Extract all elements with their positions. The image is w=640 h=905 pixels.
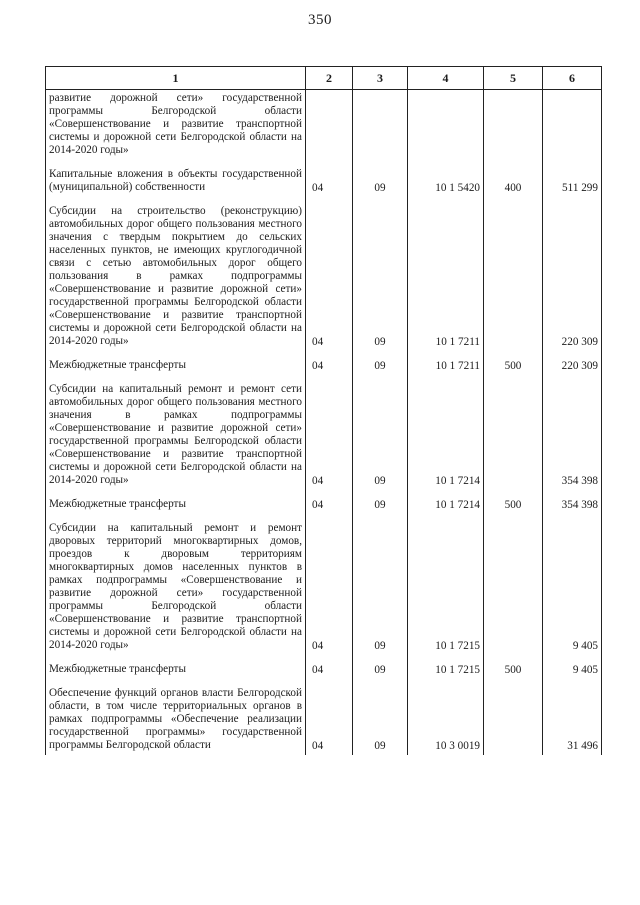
target-article-code: 10 1 7214	[408, 490, 484, 514]
row-description: Межбюджетные трансферты	[46, 490, 306, 514]
table-row	[46, 679, 602, 755]
row-description: Субсидии на строительство (реконструкцию) автомобильных дорог общего пользования местного значения с твердым покрытием до сельских населенных пунктов, не имеющих круглогодичной связи с сетью автомобильных дорог общего пользования в рамках подпрограммы «Совершенствование и развитие дорожной сети» государственной программы Белгородской области «Совершенствование и развитие транспортной системы и дорожной сети Белгородской области на 2014-2020 годы»	[46, 197, 306, 351]
subsection-code: 09	[353, 679, 408, 755]
target-article-code: 10 1 7214	[408, 375, 484, 490]
amount-value: 354 398	[543, 490, 602, 514]
expense-type-code	[484, 197, 543, 351]
row-description: Межбюджетные трансферты	[46, 655, 306, 679]
expense-type-code: 500	[484, 655, 543, 679]
target-article-code	[408, 90, 484, 161]
expense-type-code	[484, 375, 543, 490]
amount-value: 511 299	[543, 160, 602, 197]
target-article-code: 10 1 7215	[408, 655, 484, 679]
section-code	[306, 90, 353, 161]
page-number: 350	[308, 12, 332, 28]
target-article-code: 10 1 5420	[408, 160, 484, 197]
table-row	[46, 351, 602, 375]
target-article-code: 10 3 0019	[408, 679, 484, 755]
expense-type-code: 400	[484, 160, 543, 197]
table-row	[46, 160, 602, 197]
amount-value: 9 405	[543, 514, 602, 655]
expense-type-code	[484, 90, 543, 161]
section-code: 04	[306, 490, 353, 514]
table-header-row	[46, 67, 602, 90]
amount-value: 354 398	[543, 375, 602, 490]
row-description: Капитальные вложения в объекты государственной (муниципальной) собственности	[46, 160, 306, 197]
column-header: 6	[543, 67, 602, 90]
target-article-code: 10 1 7211	[408, 351, 484, 375]
section-code: 04	[306, 655, 353, 679]
amount-value: 220 309	[543, 351, 602, 375]
column-header: 5	[484, 67, 543, 90]
subsection-code: 09	[353, 160, 408, 197]
table-row	[46, 375, 602, 490]
subsection-code: 09	[353, 514, 408, 655]
table-row	[46, 197, 602, 351]
column-header: 1	[46, 67, 306, 90]
table-row	[46, 514, 602, 655]
row-description: Субсидии на капитальный ремонт и ремонт сети автомобильных дорог общего пользования местного значения в рамках подпрограммы «Совершенствование и развитие дорожной сети» государственной программы Белгородской области «Совершенствование и развитие транспортной системы и дорожной сети Белгородской области на 2014-2020 годы»	[46, 375, 306, 490]
target-article-code: 10 1 7215	[408, 514, 484, 655]
subsection-code: 09	[353, 375, 408, 490]
table-row	[46, 490, 602, 514]
subsection-code: 09	[353, 655, 408, 679]
table-row	[46, 90, 602, 161]
section-code: 04	[306, 679, 353, 755]
section-code: 04	[306, 514, 353, 655]
column-header: 4	[408, 67, 484, 90]
budget-table	[45, 66, 602, 755]
target-article-code: 10 1 7211	[408, 197, 484, 351]
amount-value: 31 496	[543, 679, 602, 755]
amount-value: 9 405	[543, 655, 602, 679]
row-description: развитие дорожной сети» государственной программы Белгородской области «Совершенствование и развитие транспортной системы и дорожной сети Белгородской области на 2014-2020 годы»	[46, 90, 306, 161]
amount-value	[543, 90, 602, 161]
subsection-code	[353, 90, 408, 161]
section-code: 04	[306, 160, 353, 197]
subsection-code: 09	[353, 351, 408, 375]
section-code: 04	[306, 375, 353, 490]
expense-type-code: 500	[484, 351, 543, 375]
expense-type-code	[484, 514, 543, 655]
table-row	[46, 655, 602, 679]
column-header: 3	[353, 67, 408, 90]
column-header: 2	[306, 67, 353, 90]
row-description: Межбюджетные трансферты	[46, 351, 306, 375]
expense-type-code: 500	[484, 490, 543, 514]
expense-type-code	[484, 679, 543, 755]
row-description: Обеспечение функций органов власти Белгородской области, в том числе территориальных органов в рамках подпрограммы «Обеспечение реализации государственной программы» государственной программы Белгородской области	[46, 679, 306, 755]
subsection-code: 09	[353, 490, 408, 514]
section-code: 04	[306, 197, 353, 351]
row-description: Субсидии на капитальный ремонт и ремонт дворовых территорий многоквартирных домов, проездов к дворовым территориям многоквартирных домов населенных пунктов в рамках подпрограммы «Совершенствование и развитие дорожной сети» государственной программы Белгородской области «Совершенствование и развитие транспортной системы и дорожной сети Белгородской области на 2014-2020 годы»	[46, 514, 306, 655]
amount-value: 220 309	[543, 197, 602, 351]
subsection-code: 09	[353, 197, 408, 351]
section-code: 04	[306, 351, 353, 375]
